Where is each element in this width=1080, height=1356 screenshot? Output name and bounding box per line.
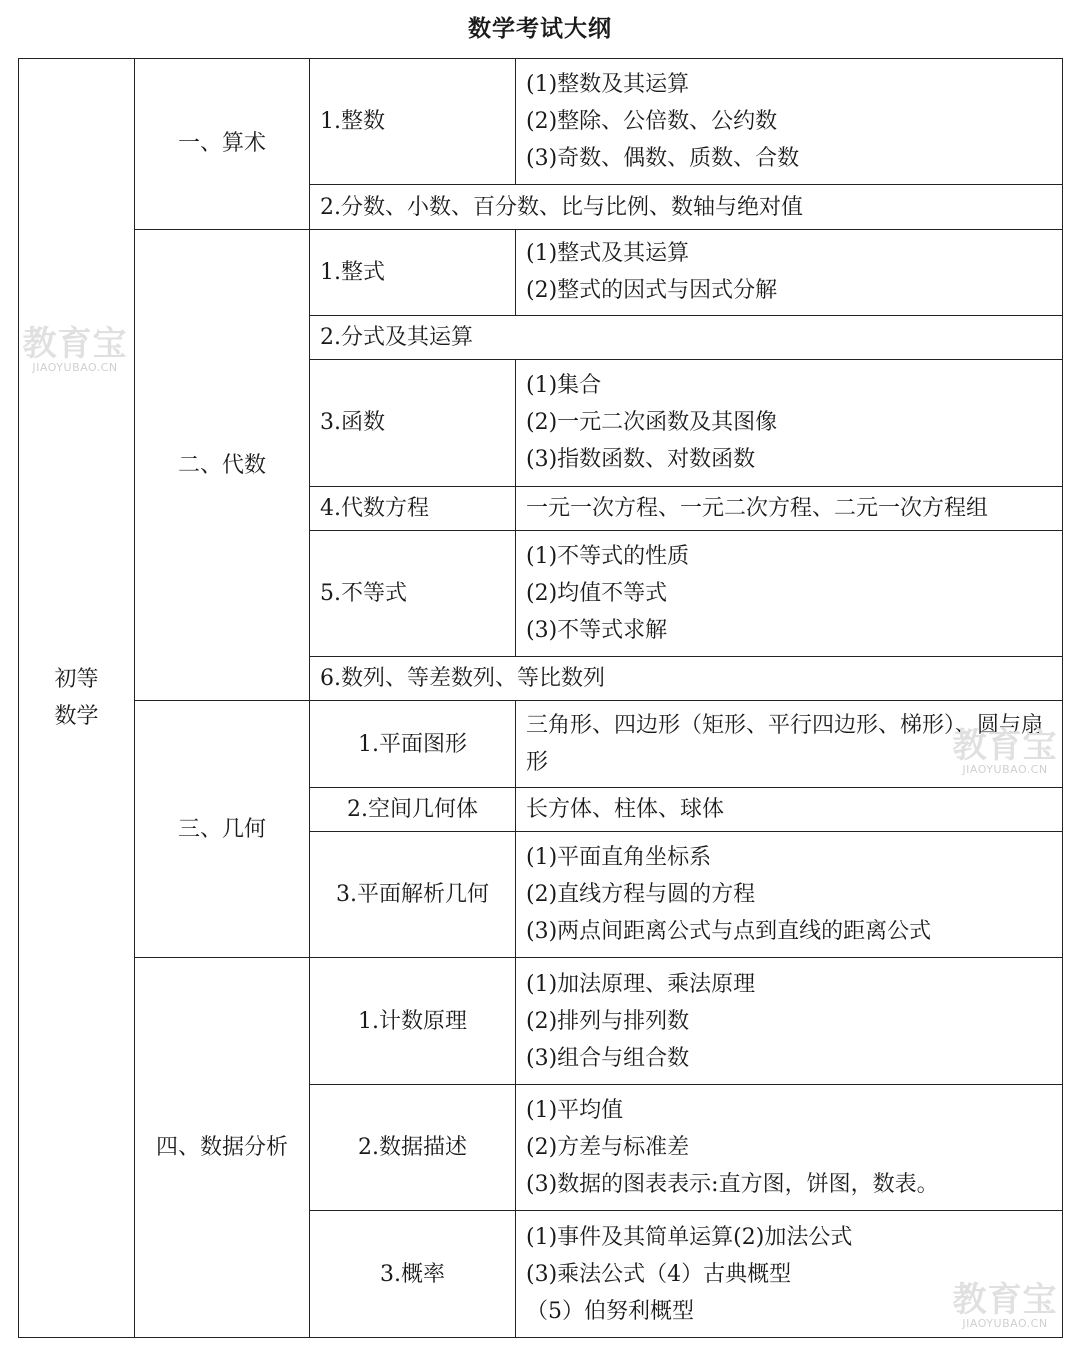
detail-item: (3)奇数、偶数、质数、合数 — [526, 146, 800, 172]
topic-plane-figure: 1.平面图形 — [310, 701, 516, 787]
chapter-algebra: 二、代数 — [135, 229, 310, 701]
topic-fraction: 2.分数、小数、百分数、比与比例、数轴与绝对值 — [310, 185, 1063, 229]
detail-item: (2)整式的因式与因式分解 — [526, 278, 778, 304]
detail-item: (1)不等式的性质 — [526, 544, 690, 570]
topic-probability-details — [516, 1211, 1063, 1338]
watermark-domain: JIAOYUBAO.CN — [962, 763, 1048, 776]
chapter-arithmetic: 一、算术 — [135, 59, 310, 230]
topic-polynomial: 1.整式 — [310, 229, 516, 315]
topic-analytic-geometry-details — [516, 831, 1063, 957]
topic-equation: 4.代数方程 — [310, 486, 516, 530]
topic-data-description: 2.数据描述 — [310, 1084, 516, 1210]
detail-item: (3)指数函数、对数函数 — [526, 447, 756, 473]
table-row — [19, 229, 1063, 315]
topic-equation-details: 一元一次方程、一元二次方程、二元一次方程组 — [516, 486, 1063, 530]
level-label-line: 数学 — [54, 704, 99, 729]
table-row — [19, 958, 1063, 1084]
topic-inequality: 5.不等式 — [310, 530, 516, 656]
topic-function-details — [516, 360, 1063, 486]
topic-probability: 3.概率 — [310, 1211, 516, 1338]
level-cell — [19, 59, 135, 1338]
detail-item: (1)整式及其运算 — [526, 241, 690, 267]
detail-item: (2)均值不等式 — [526, 581, 668, 607]
topic-inequality-details — [516, 530, 1063, 656]
detail-item: （5）伯努利概型 — [526, 1298, 694, 1324]
topic-sequence: 6.数列、等差数列、等比数列 — [310, 657, 1063, 701]
detail-item: 三角形、四边形（矩形、平行四边形、梯形）、圆与扇形 — [526, 713, 1044, 776]
detail-item: (3)两点间距离公式与点到直线的距离公式 — [526, 919, 932, 945]
page-title: 数学考试大纲 — [468, 16, 612, 42]
topic-integer-details — [516, 59, 1063, 185]
detail-item: (1)事件及其简单运算(2)加法公式 — [526, 1224, 853, 1250]
level-label-line: 初等 — [54, 667, 99, 692]
detail-item: (1)集合 — [526, 373, 602, 399]
table-row — [19, 59, 1063, 185]
detail-item: (2)方差与标准差 — [526, 1135, 690, 1161]
detail-item: (1)加法原理、乘法原理 — [526, 971, 756, 997]
topic-analytic-geometry: 3.平面解析几何 — [310, 831, 516, 957]
chapter-data-analysis: 四、数据分析 — [135, 958, 310, 1338]
table-row — [19, 701, 1063, 787]
detail-item: (3)数据的图表表示:直方图，饼图，数表。 — [526, 1172, 939, 1198]
chapter-geometry: 三、几何 — [135, 701, 310, 958]
detail-item: (2)整除、公倍数、公约数 — [526, 109, 778, 135]
detail-item: (1)平面直角坐标系 — [526, 845, 712, 871]
topic-counting-details — [516, 958, 1063, 1084]
watermark-brand: 教育宝 — [22, 324, 128, 364]
detail-item: (3)乘法公式（4）古典概型 — [526, 1261, 792, 1287]
detail-item: (1)整数及其运算 — [526, 72, 690, 98]
topic-solid-details: 长方体、柱体、球体 — [516, 787, 1063, 831]
detail-item: (2)排列与排列数 — [526, 1008, 690, 1034]
watermark-domain: JIAOYUBAO.CN — [32, 361, 118, 374]
watermark-brand: 教育宝 — [952, 726, 1058, 766]
topic-solid: 2.空间几何体 — [310, 787, 516, 831]
detail-item: (2)直线方程与圆的方程 — [526, 882, 756, 908]
detail-item: (3)不等式求解 — [526, 618, 668, 644]
detail-item: (2)一元二次函数及其图像 — [526, 410, 778, 436]
topic-data-description-details — [516, 1084, 1063, 1210]
watermark-brand: 教育宝 — [952, 1280, 1058, 1320]
watermark-domain: JIAOYUBAO.CN — [962, 1317, 1048, 1330]
detail-item: (1)平均值 — [526, 1098, 624, 1124]
syllabus-table — [18, 58, 1063, 1338]
topic-function: 3.函数 — [310, 360, 516, 486]
topic-plane-figure-details — [516, 701, 1063, 787]
topic-rational: 2.分式及其运算 — [310, 315, 1063, 359]
topic-polynomial-details — [516, 229, 1063, 315]
topic-counting: 1.计数原理 — [310, 958, 516, 1084]
detail-item: (3)组合与组合数 — [526, 1045, 690, 1071]
topic-integer: 1.整数 — [310, 59, 516, 185]
